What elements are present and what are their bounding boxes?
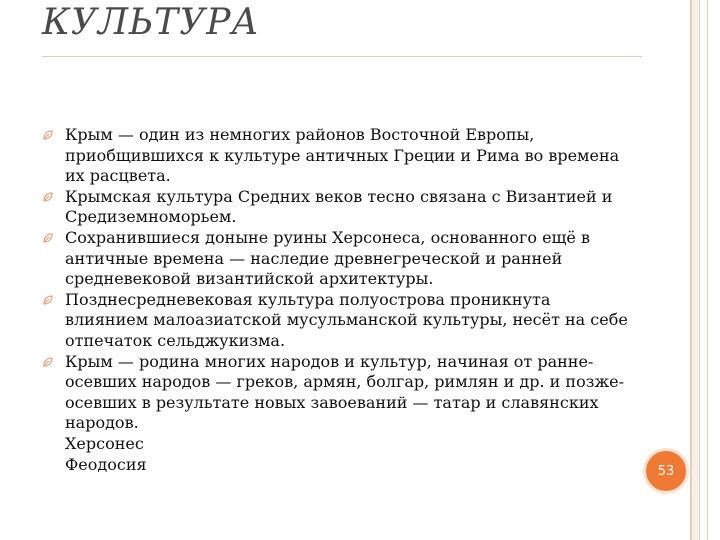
- frame-band: [693, 0, 698, 540]
- bullet-item: [42, 228, 632, 290]
- bullet-item: [42, 290, 632, 352]
- leaf-bullet-icon: [42, 129, 54, 141]
- bullet-text: Крымская культура Средних веков тесно связана с Византией и Средиземноморьем.: [65, 186, 613, 227]
- leaf-bullet-icon: [42, 356, 54, 368]
- slide-title: КУЛЬТУРА: [42, 2, 260, 43]
- bullet-text: Крым — родина многих народов и культур, начиная от ранне-осевших народов — греков, армян, болгар, римлян и др. и позже-осевших в результате новых завоеваний — татар и славянских народов.: [65, 351, 625, 433]
- leaf-bullet-icon: [42, 294, 54, 306]
- leaf-bullet-icon: [42, 191, 54, 203]
- frame-line: [699, 0, 700, 540]
- bullet-text: Сохранившиеся доныне руины Херсонеса, основанного ещё в античные времена — наследие древнегреческой и ранней средневековой византийской архитектуры.: [65, 227, 590, 289]
- leaf-bullet-icon: [42, 232, 54, 244]
- extra-line: Херсонес: [65, 433, 144, 453]
- bullet-item: [42, 352, 632, 434]
- slide-body: [42, 125, 632, 475]
- page-number-badge: 53: [643, 448, 689, 494]
- frame-line: [707, 0, 708, 540]
- bullet-text: Крым — один из немногих районов Восточной Европы, приобщившихся к культуре античных Греции и Рима во времена их расцвета.: [65, 125, 620, 186]
- extra-line: Феодосия: [65, 454, 147, 474]
- frame-line: [690, 0, 692, 540]
- bullet-list: [42, 125, 632, 434]
- title-divider: [42, 56, 642, 57]
- bullet-item: [42, 125, 632, 187]
- bullet-text: Позднесредневековая культура полуострова проникнута влиянием малоазиатской мусульманской культуры, несёт на себе отпечаток сельджукизма.: [65, 289, 628, 350]
- bullet-item: [42, 187, 632, 228]
